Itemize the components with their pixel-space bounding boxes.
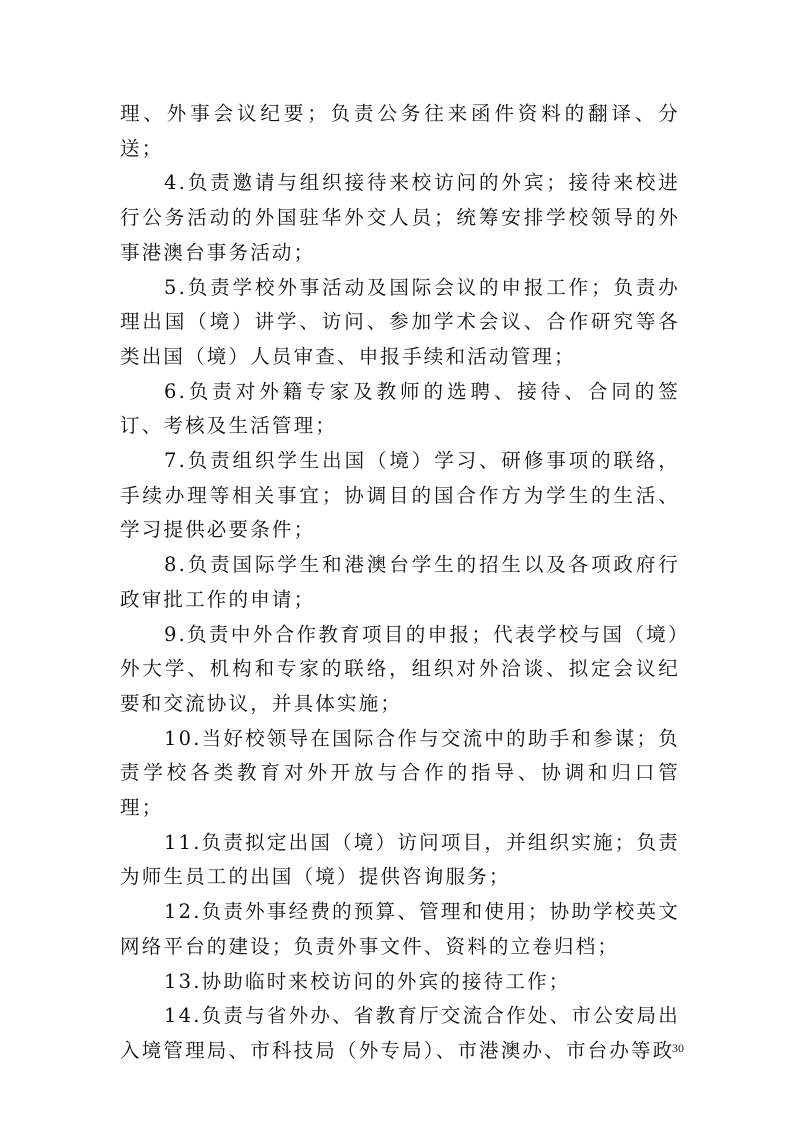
document-body [120, 97, 680, 1069]
paragraph-item-13: 13.协助临时来校访问的外宾的接待工作； [164, 969, 571, 993]
paragraph-item-4: 4.负责邀请与组织接待来校访问的外宾；接待来校进行公务活动的外国驻华外交人员；统筹安排学校领导的外事港澳台事务活动； [120, 171, 680, 264]
paragraph-item-12: 12.负责外事经费的预算、管理和使用；协助学校英文网络平台的建设；负责外事文件、资料的立卷归档； [120, 900, 680, 958]
paragraph-item-9: 9.负责中外合作教育项目的申报；代表学校与国（境）外大学、机构和专家的联络，组织对外洽谈、拟定会议纪要和交流协议，并具体实施； [120, 622, 680, 715]
paragraph-item-8: 8.负责国际学生和港澳台学生的招生以及各项政府行政审批工作的申请； [120, 553, 680, 611]
paragraph-item-11: 11.负责拟定出国（境）访问项目，并组织实施；负责为师生员工的出国（境）提供咨询服务； [120, 830, 680, 889]
page-number: 30 [672, 1041, 684, 1055]
paragraph-continuation: 理、外事会议纪要；负责公务往来函件资料的翻译、分送； [120, 102, 680, 160]
paragraph-item-14: 14.负责与省外办、省教育厅交流合作处、市公安局出入境管理局、市科技局（外专局）、市港澳办、市台办等政 [120, 1004, 680, 1062]
paragraph-item-5: 5.负责学校外事活动及国际会议的申报工作；负责办理出国（境）讲学、访问、参加学术会议、合作研究等各类出国（境）人员审查、申报手续和活动管理； [120, 275, 680, 368]
paragraph-item-7: 7.负责组织学生出国（境）学习、研修事项的联络，手续办理等相关事宜；协调目的国合作方为学生的生活、学习提供必要条件； [120, 449, 680, 542]
paragraph-item-6: 6.负责对外籍专家及教师的选聘、接待、合同的签订、考核及生活管理； [120, 379, 680, 438]
paragraph-item-10: 10.当好校领导在国际合作与交流中的助手和参谋；负责学校各类教育对外开放与合作的指导、协调和归口管理； [120, 726, 680, 820]
